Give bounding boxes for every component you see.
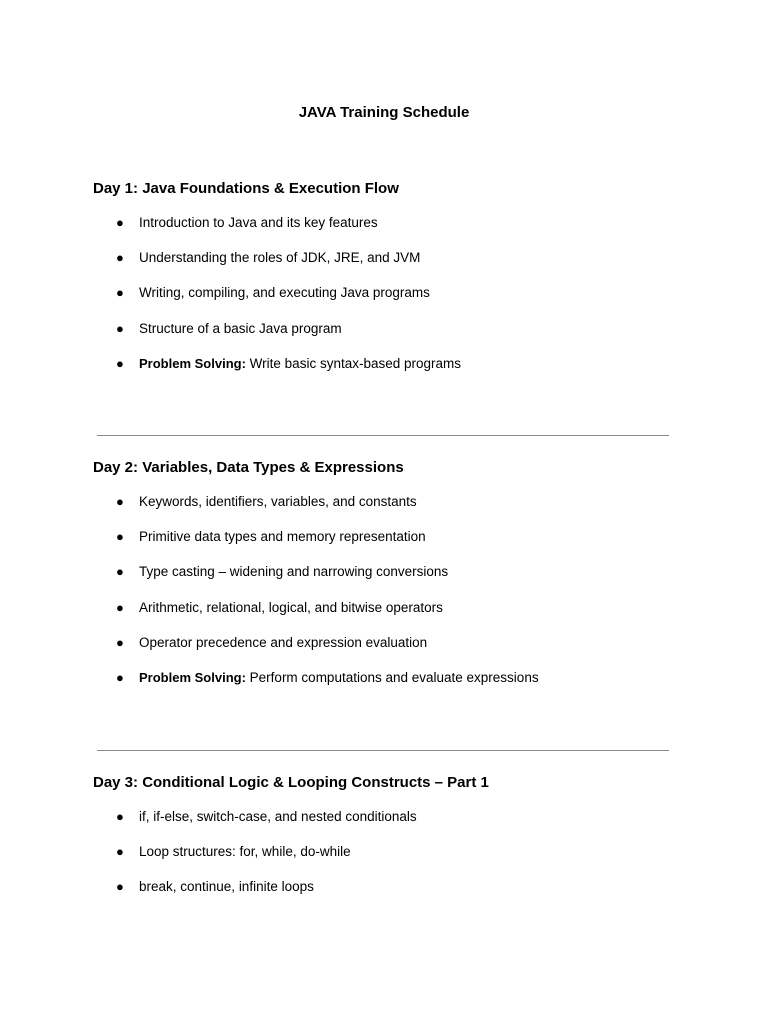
section-divider: [97, 750, 669, 751]
bullet-icon: ●: [116, 215, 124, 230]
problem-solving-text: Perform computations and evaluate expressions: [249, 669, 539, 685]
list-item: [0, 493, 768, 528]
bullet-icon: ●: [116, 285, 124, 301]
section-divider: [97, 435, 669, 436]
problem-solving-text: Write basic syntax-based programs: [249, 355, 462, 371]
list-item-text: break, continue, infinite loops: [139, 879, 314, 895]
list-item: [0, 599, 768, 634]
list-item-text: Primitive data types and memory representation: [139, 529, 426, 545]
day-2-heading: Day 2: Variables, Data Types & Expressions: [93, 459, 404, 476]
list-item-text: Writing, compiling, and executing Java programs: [139, 285, 430, 301]
list-item-text: if, if-else, switch-case, and nested conditionals: [139, 809, 417, 824]
list-item: [0, 669, 768, 704]
day-2-topic-list: [0, 493, 768, 704]
bullet-icon: ●: [116, 250, 124, 266]
list-item: [0, 528, 768, 563]
document-title: JAVA Training Schedule: [298, 104, 470, 121]
list-item: [0, 284, 768, 319]
list-item: [0, 634, 768, 669]
list-item-text: Operator precedence and expression evaluation: [139, 634, 428, 650]
bullet-icon: ●: [116, 634, 124, 650]
bullet-icon: ●: [116, 844, 124, 860]
bullet-icon: ●: [116, 529, 124, 545]
bullet-icon: ●: [116, 564, 124, 580]
list-item: [0, 214, 768, 249]
bullet-icon: ●: [116, 355, 124, 371]
day-1-topic-list: [0, 214, 768, 390]
list-item: [0, 355, 768, 390]
day-3-heading: Day 3: Conditional Logic & Looping Constructs – Part 1: [93, 774, 489, 791]
list-item: [0, 843, 768, 878]
list-item-text: Type casting – widening and narrowing conversions: [139, 564, 449, 580]
bullet-icon: ●: [116, 809, 124, 824]
list-item: [0, 320, 768, 355]
list-item-text: Loop structures: for, while, do-while: [139, 844, 351, 860]
list-item-text: Understanding the roles of JDK, JRE, and JVM: [139, 250, 421, 266]
list-item-text: Structure of a basic Java program: [139, 320, 342, 336]
bullet-icon: ●: [116, 320, 124, 336]
list-item: [0, 563, 768, 598]
day-1-heading: Day 1: Java Foundations & Execution Flow: [93, 180, 399, 197]
bullet-icon: ●: [116, 494, 124, 509]
list-item: [0, 808, 768, 843]
list-item-text: [139, 355, 461, 373]
list-item-text: Arithmetic, relational, logical, and bitwise operators: [139, 599, 443, 615]
bullet-icon: ●: [116, 669, 124, 685]
list-item-text: [139, 669, 539, 687]
list-item: [0, 249, 768, 284]
list-item-text: Introduction to Java and its key features: [139, 215, 378, 230]
problem-solving-label: Problem Solving:: [139, 669, 246, 685]
list-item: [0, 878, 768, 913]
problem-solving-label: Problem Solving:: [139, 355, 246, 371]
bullet-icon: ●: [116, 879, 124, 895]
bullet-icon: ●: [116, 599, 124, 615]
day-3-topic-list: [0, 808, 768, 914]
list-item-text: Keywords, identifiers, variables, and constants: [139, 494, 417, 509]
